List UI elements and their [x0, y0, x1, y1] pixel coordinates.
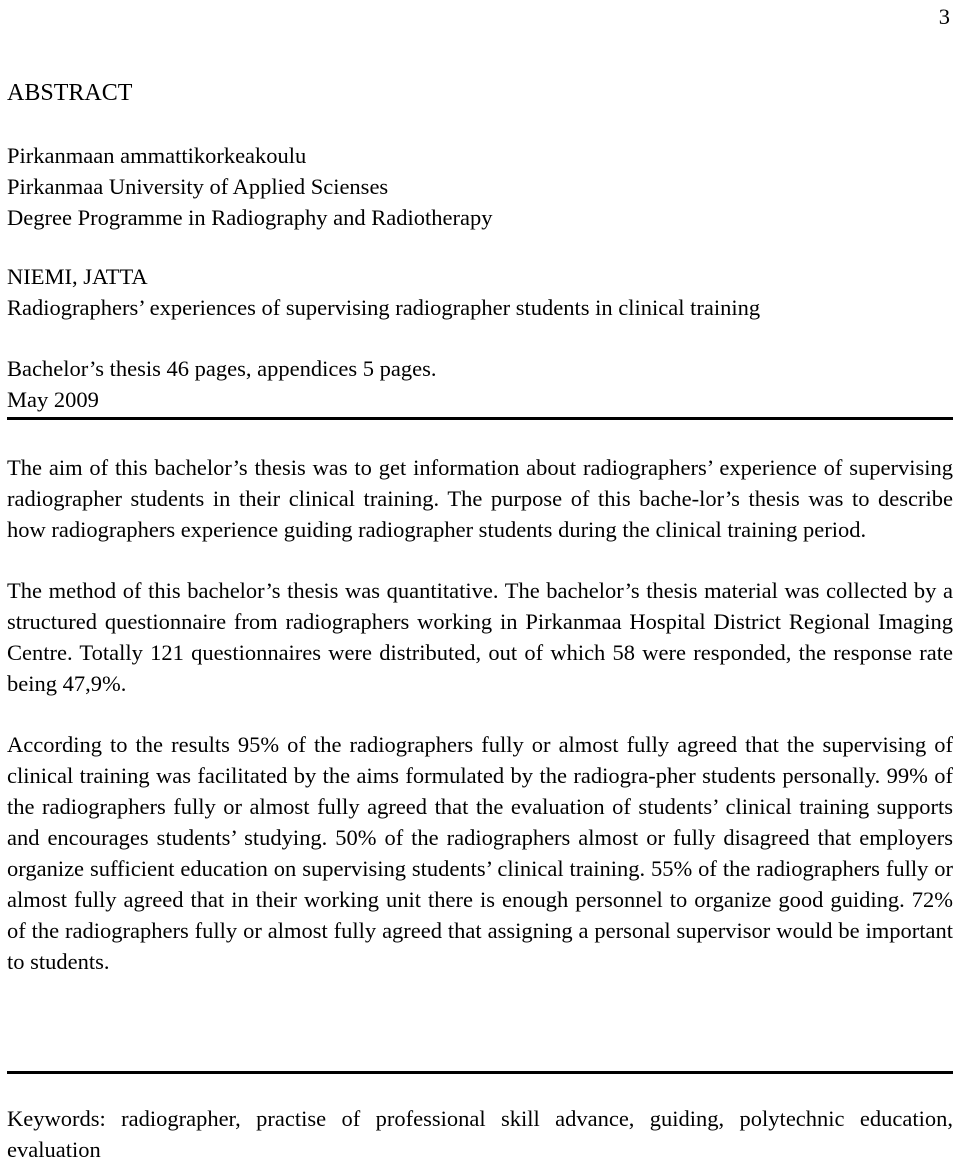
abstract-paragraph-aim: The aim of this bachelor’s thesis was to get information about radiographers’ experience of supervising radiographer students in their clinical training. The purpose of this bache-lor’s thesis was to describe how radiographers experience guiding radiographer students during the clinical training period. — [7, 455, 953, 542]
abstract-heading: ABSTRACT — [7, 80, 133, 106]
abstract-body — [7, 452, 953, 977]
institution-name-finnish: Pirkanmaan ammattikorkeakoulu — [7, 143, 307, 168]
author-name: NIEMI, JATTA — [7, 264, 148, 289]
top-divider — [7, 417, 953, 420]
abstract-header — [7, 76, 953, 415]
institution-name-english: Pirkanmaa University of Applied Scienses — [7, 174, 389, 199]
thesis-date: May 2009 — [7, 387, 99, 412]
keywords: Keywords: radiographer, practise of professional skill advance, guiding, polytechnic education, evaluation — [7, 1106, 953, 1162]
abstract-paragraph-results: According to the results 95% of the radiographers fully or almost fully agreed that the supervising of clinical training was facilitated by the aims formulated by the radiogra-pher students personally. 99% of the radiographers fully or almost fully agreed that the evaluation of students’ clinical training supports and encourages students’ studying. 50% of the radiographers almost or fully disagreed that employers organize sufficient education on supervising students’ clinical training. 55% of the radiographers fully or almost fully agreed that in their working unit there is enough personnel to organize good guiding. 72% of the radiographers fully or almost fully agreed that assigning a personal supervisor would be important to students. — [7, 732, 953, 974]
page-number: 3 — [938, 4, 950, 29]
spacer — [7, 233, 953, 261]
bottom-divider — [7, 1071, 953, 1074]
spacer — [7, 110, 953, 140]
abstract-paragraph-method: The method of this bachelor’s thesis was quantitative. The bachelor’s thesis material was collected by a structured questionnaire from radiographers working in Pirkanmaa Hospital District Regional Imaging Centre. Totally 121 questionnaires were distributed, out of which 58 were responded, the response rate being 47,9%. — [7, 578, 953, 696]
thesis-title: Radiographers’ experiences of supervising radiographer students in clinical training — [7, 295, 761, 320]
degree-programme: Degree Programme in Radiography and Radiotherapy — [7, 205, 493, 230]
spacer — [7, 323, 953, 353]
thesis-extent: Bachelor’s thesis 46 pages, appendices 5 pages. — [7, 356, 437, 381]
